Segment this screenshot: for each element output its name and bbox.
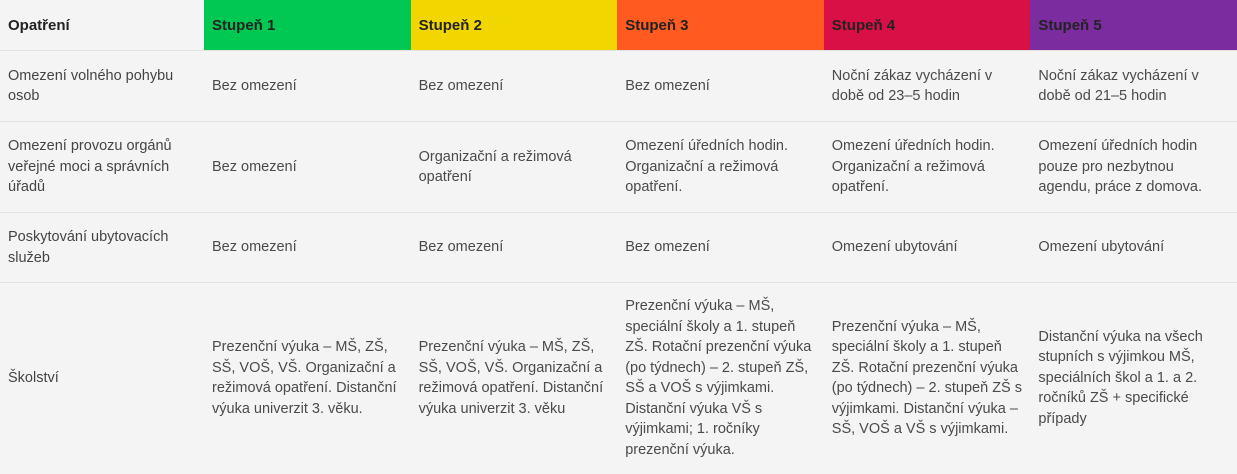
table-cell: Omezení úředních hodin. Organizační a režimová opatření. (824, 122, 1031, 213)
table-cell: Bez omezení (204, 122, 411, 213)
header-level-4: Stupeň 4 (824, 0, 1031, 51)
table-cell: Bez omezení (617, 51, 824, 122)
table-cell: Bez omezení (204, 213, 411, 283)
table-cell: Omezení ubytování (824, 213, 1031, 283)
table-cell: Organizační a režimová opatření (411, 122, 618, 213)
row-label: Poskytování ubytovacích služeb (0, 213, 204, 283)
table-row (0, 213, 1237, 283)
header-row (0, 0, 1237, 51)
header-level-1: Stupeň 1 (204, 0, 411, 51)
table-cell: Bez omezení (411, 213, 618, 283)
table-row (0, 51, 1237, 122)
table-cell: Distanční výuka na všech stupních s výjimkou MŠ, speciálních škol a 1. a 2. ročníků ZŠ + specifické případy (1030, 283, 1237, 474)
table-row (0, 122, 1237, 213)
table-cell: Bez omezení (617, 213, 824, 283)
table-cell: Omezení ubytování (1030, 213, 1237, 283)
row-label: Školství (0, 283, 204, 474)
table-cell: Prezenční výuka – MŠ, ZŠ, SŠ, VOŠ, VŠ. Organizační a režimová opatření. Distanční výuka univerzit 3. věku (411, 283, 618, 474)
table-cell: Bez omezení (204, 51, 411, 122)
table-cell: Bez omezení (411, 51, 618, 122)
table-cell: Omezení úředních hodin. Organizační a režimová opatření. (617, 122, 824, 213)
table-row (0, 283, 1237, 474)
table-cell: Omezení úředních hodin pouze pro nezbytnou agendu, práce z domova. (1030, 122, 1237, 213)
table-cell: Prezenční výuka – MŠ, speciální školy a 1. stupeň ZŠ. Rotační prezenční výuka (po týdnech) – 2. stupeň ZŠ, SŠ a VOŠ s výjimkami. Distanční výuka VŠ s výjimkami; 1. ročníky prezenční výuka. (617, 283, 824, 474)
header-level-5: Stupeň 5 (1030, 0, 1237, 51)
table-cell: Prezenční výuka – MŠ, ZŠ, SŠ, VOŠ, VŠ. Organizační a režimová opatření. Distanční výuka univerzit 3. věku. (204, 283, 411, 474)
header-measure: Opatření (0, 0, 204, 51)
table-cell: Prezenční výuka – MŠ, speciální školy a 1. stupeň ZŠ. Rotační prezenční výuka (po týdnech) – 2. stupeň ZŠ s výjimkami. Distanční výuka – SŠ, VOŠ a VŠ s výjimkami. (824, 283, 1031, 474)
table-cell: Noční zákaz vycházení v době od 23–5 hodin (824, 51, 1031, 122)
row-label: Omezení provozu orgánů veřejné moci a správních úřadů (0, 122, 204, 213)
header-level-3: Stupeň 3 (617, 0, 824, 51)
header-level-2: Stupeň 2 (411, 0, 618, 51)
table-cell: Noční zákaz vycházení v době od 21–5 hodin (1030, 51, 1237, 122)
row-label: Omezení volného pohybu osob (0, 51, 204, 122)
